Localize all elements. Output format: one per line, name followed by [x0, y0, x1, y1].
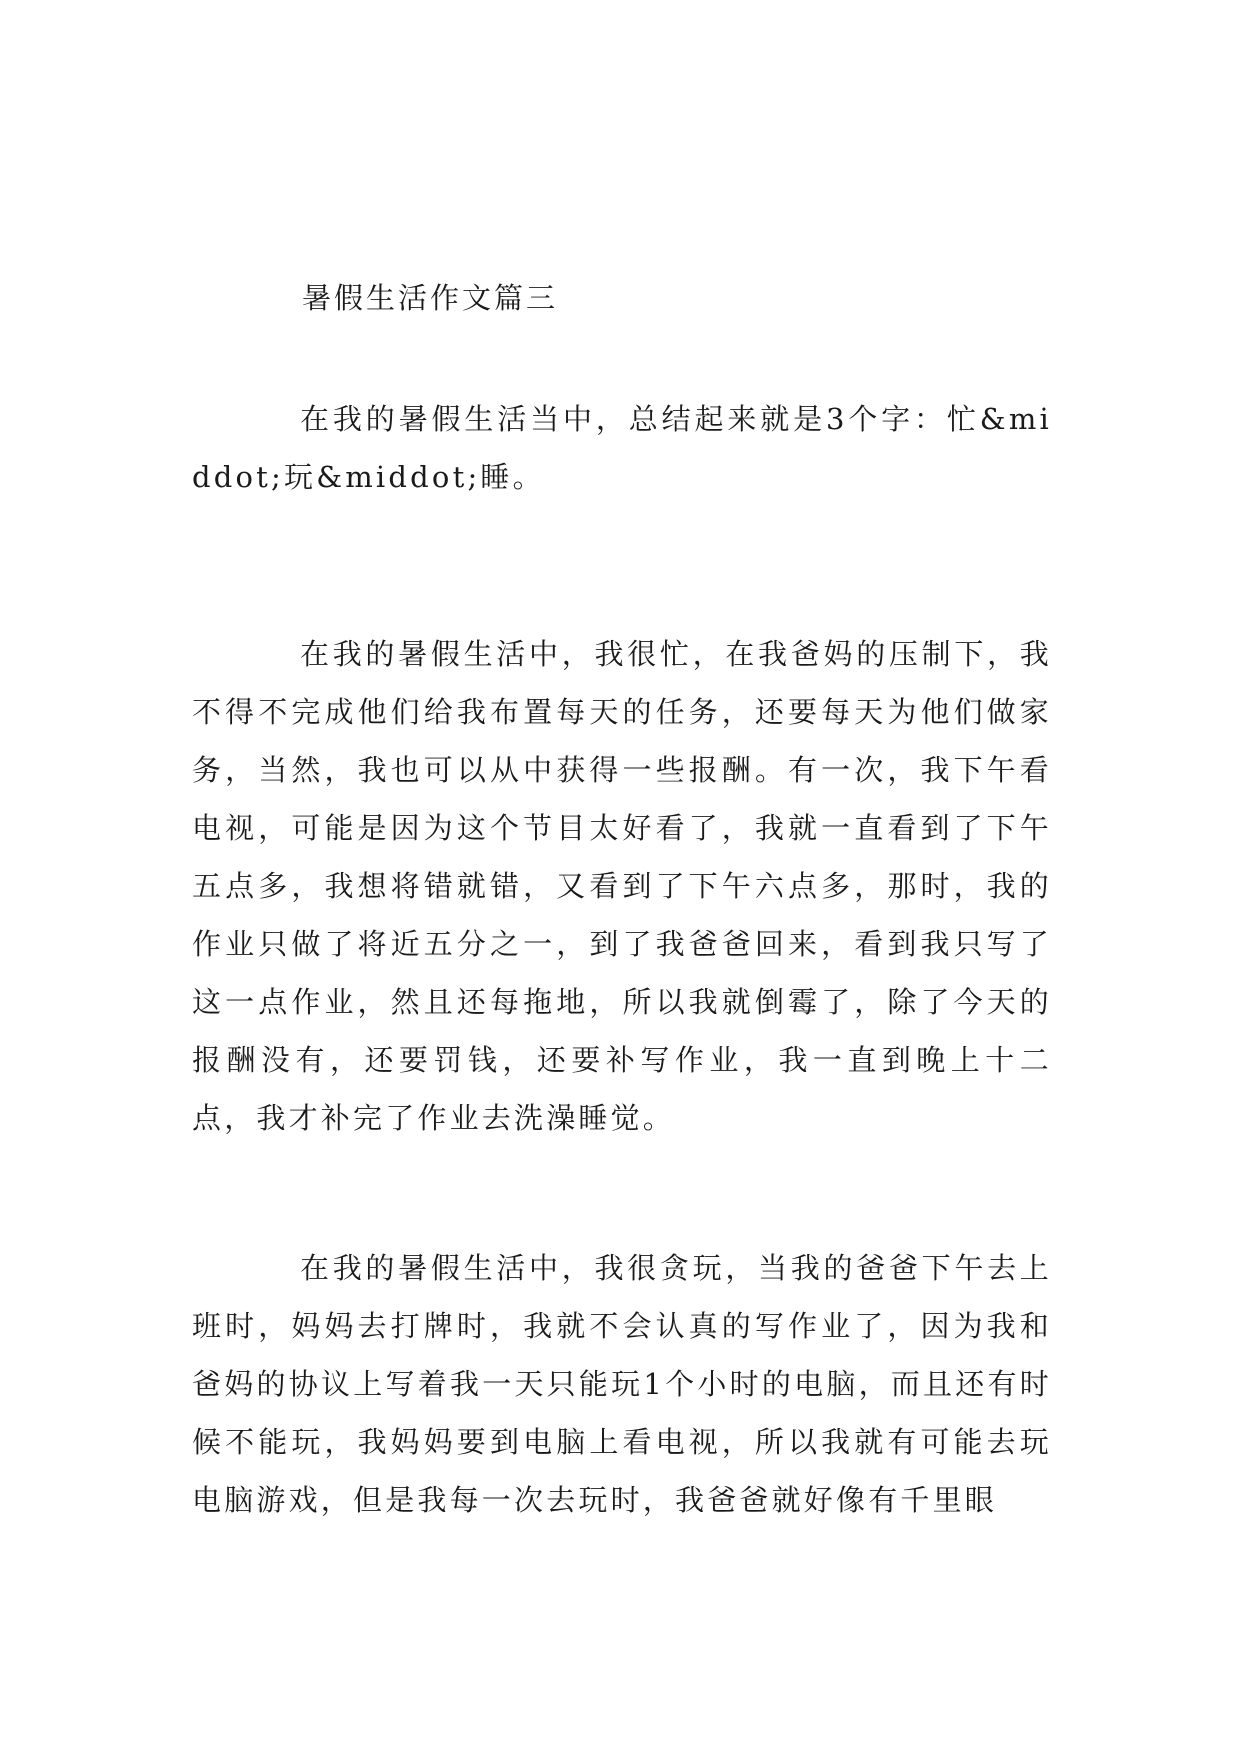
paragraph-3: 在我的暑假生活中，我很贪玩，当我的爸爸下午去上班时，妈妈去打牌时，我就不会认真的写作业了，因为我和爸妈的协议上写着我一天只能玩1个小时的电脑，而且还有时候不能玩，我妈妈要到电脑上看电视，所以我就有可能去玩电脑游戏，但是我每一次去玩时，我爸爸就好像有千里眼 [192, 1251, 1052, 1517]
paragraph-2: 在我的暑假生活中，我很忙，在我爸妈的压制下，我不得不完成他们给我布置每天的任务，还要每天为他们做家务，当然，我也可以从中获得一些报酬。有一次，我下午看电视，可能是因为这个节目太好看了，我就一直看到了下午五点多，我想将错就错，又看到了下午六点多，那时，我的作业只做了将近五分之一，到了我爸爸回来，看到我只写了这一点作业，然且还每拖地，所以我就倒霉了，除了今天的报酬没有，还要罚钱，还要补写作业，我一直到晚上十二点，我才补完了作业去洗澡睡觉。 [192, 637, 1052, 1135]
essay-title: 暑假生活作文篇三 [302, 281, 559, 315]
paragraph-1: 在我的暑假生活当中，总结起来就是3个字：忙&middot;玩&middot;睡。 [192, 402, 1052, 494]
